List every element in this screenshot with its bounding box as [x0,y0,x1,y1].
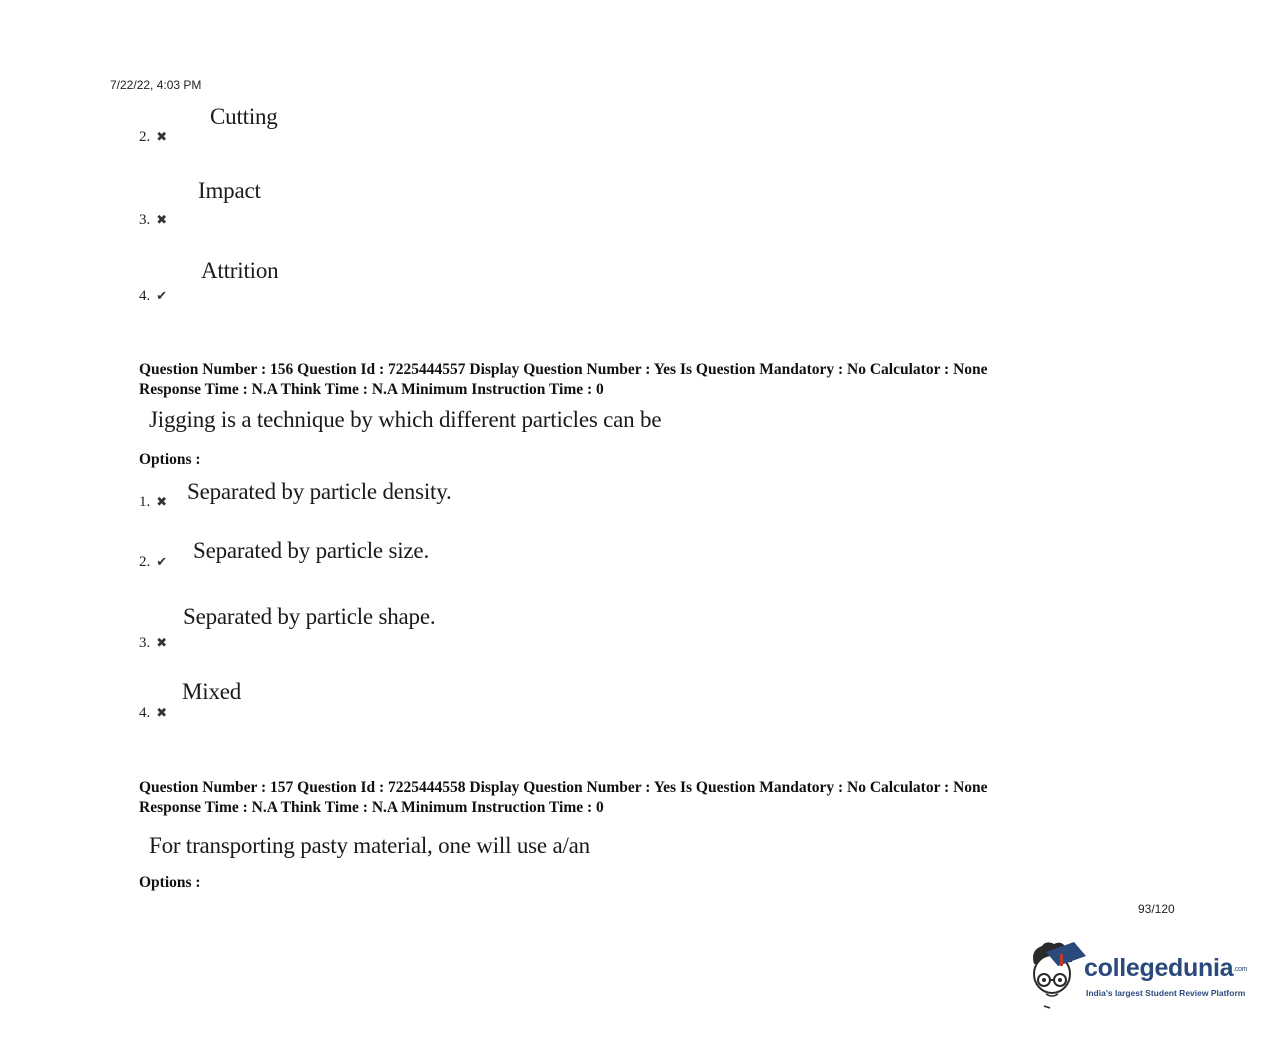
option-text: Separated by particle density. [187,479,452,504]
check-icon: ✔ [156,288,168,303]
question-meta: Question Number : 157 Question Id : 7225444558 Display Question Number : Yes Is Question Mandatory : No Calculator : None Response Time : N.A Think Time : N.A Minimum Instruction Time : 0 [139,779,988,816]
option-number: 1. ✖ [139,494,168,510]
option-text: Mixed [182,679,242,704]
question-text: For transporting pasty material, one will use a/an [149,833,590,858]
option-text: Cutting [210,104,278,129]
options-heading: Options : [139,451,201,468]
logo-wordmark: collegedunia.com [1084,954,1248,982]
option-number: 4. ✔ [139,288,168,304]
question-text: Jigging is a technique by which different particles can be [149,407,662,432]
cross-icon: ✖ [156,494,168,509]
logo-suffix: .com [1233,965,1248,973]
option-text: Separated by particle shape. [183,604,436,629]
cross-icon: ✖ [156,635,168,650]
mascot-icon [1024,938,1086,1010]
options-heading: Options : [139,874,201,891]
option-number: 4. ✖ [139,705,168,721]
question-meta: Question Number : 156 Question Id : 7225444557 Display Question Number : Yes Is Question Mandatory : No Calculator : None Response Time : N.A Think Time : N.A Minimum Instruction Time : 0 [139,361,988,398]
option-number: 3. ✖ [139,635,168,651]
cross-icon: ✖ [156,129,168,144]
option-number: 2. ✔ [139,554,168,570]
cross-icon: ✖ [156,212,168,227]
option-text: Impact [198,178,261,203]
option-number: 2. ✖ [139,129,168,145]
cross-icon: ✖ [156,705,168,720]
option-number: 3. ✖ [139,212,168,228]
collegedunia-logo [1024,938,1264,1010]
option-text: Separated by particle size. [193,538,429,563]
print-timestamp: 7/22/22, 4:03 PM [110,78,202,92]
page-number: 93/120 [1138,902,1175,916]
check-icon: ✔ [156,554,168,569]
option-text: Attrition [201,258,279,283]
logo-tagline: India's largest Student Review Platform [1086,988,1246,998]
